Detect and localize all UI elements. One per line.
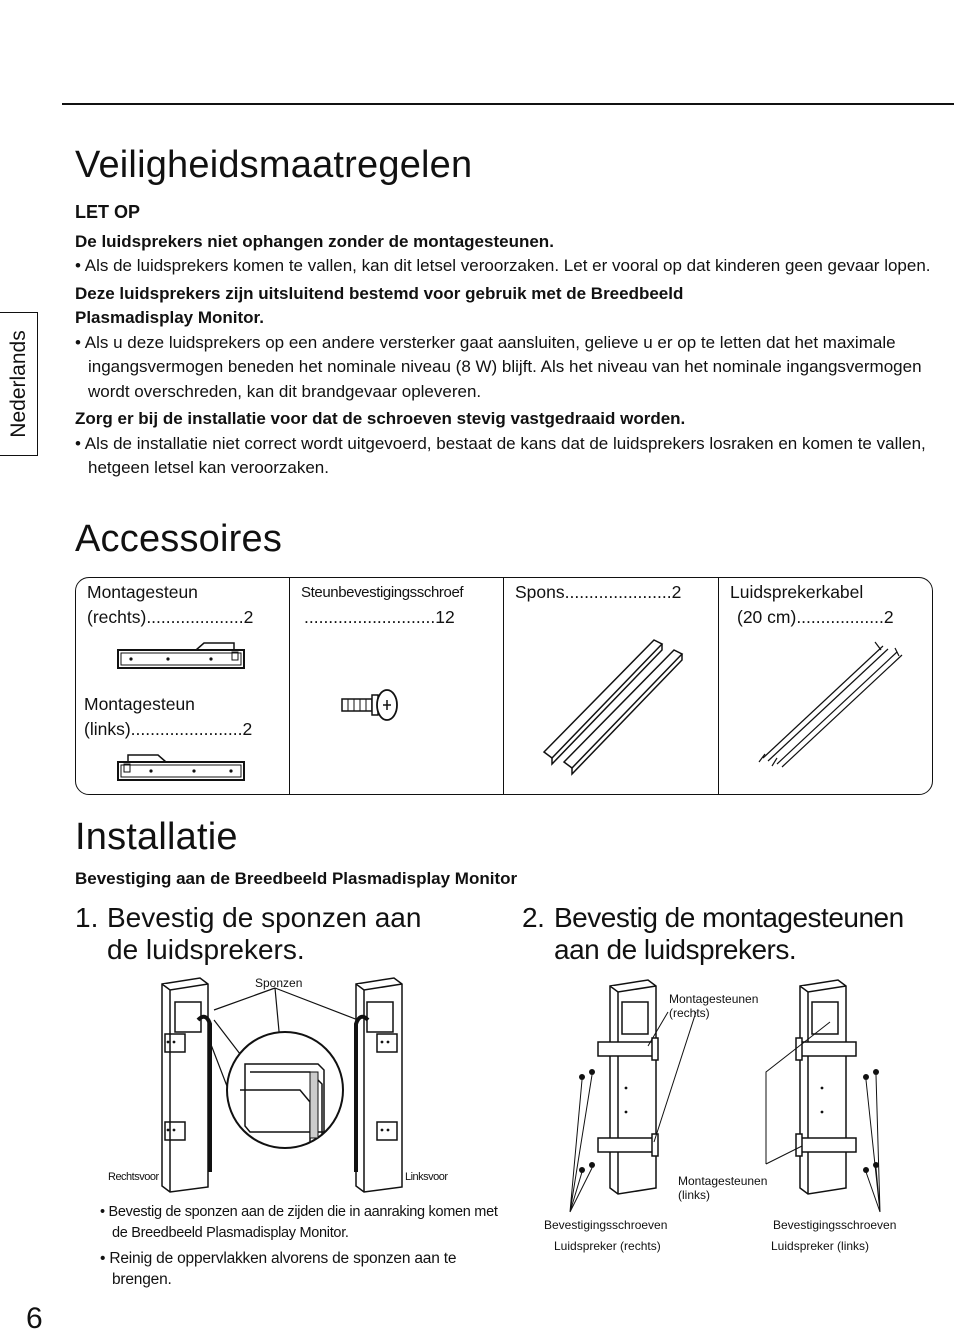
accessories-heading: Accessoires xyxy=(75,518,283,560)
note-1: • Bevestig de sponzen aan de zijden die in aanraking komen met de Breedbeeld Plasmadisplay Monitor. xyxy=(100,1204,498,1241)
note-2: • Reinig de oppervlakken alvorens de sponzen aan te brengen. xyxy=(100,1250,457,1288)
sponge-attachment-figure xyxy=(110,972,470,1197)
screw-name: Steunbevestigingsschroef xyxy=(301,584,464,601)
sponge-icon xyxy=(534,634,694,774)
cable-icon xyxy=(755,640,905,770)
accessory-sponges xyxy=(503,578,718,794)
page-number: 6 xyxy=(26,1302,43,1335)
linksvoor-label: Linksvoor xyxy=(405,1171,448,1183)
rechtsvoor-label: Rechtsvoor xyxy=(108,1171,159,1183)
accessories-table xyxy=(75,577,933,795)
screw-line: ...........................12 xyxy=(304,607,455,627)
speaker-left-label: Luidspreker (links) xyxy=(771,1239,870,1253)
warning-1-body: • Als de luidsprekers komen te vallen, kan dit letsel veroorzaken. Let er vooral op dat kinderen geen gevaar lopen. xyxy=(75,256,931,275)
sponge-line: Spons......................2 xyxy=(515,582,682,602)
step-1-title: 1. Bevestig de sponzen aan de luidsprekers. xyxy=(75,902,422,965)
cable-line: (20 cm)..................2 xyxy=(737,607,894,627)
screws-left-label: Bevestigingsschroeven xyxy=(544,1218,668,1232)
sponzen-label: Sponzen xyxy=(255,976,303,990)
cable-name: Luidsprekerkabel xyxy=(730,582,864,602)
accessory-screws xyxy=(289,578,503,794)
language-tab-label: Nederlands xyxy=(6,330,30,438)
safety-section xyxy=(75,200,935,481)
accessory-brackets xyxy=(76,578,289,794)
mont-rechts-label: Montagesteunen (rechts) xyxy=(669,992,759,1020)
safety-heading: Veiligheidsmaatregelen xyxy=(75,144,473,186)
bracket-right-name: Montagesteun xyxy=(87,582,198,602)
installation-heading: Installatie xyxy=(75,816,238,858)
bracket-left-line: (links).......................2 xyxy=(84,719,253,739)
accessory-cables xyxy=(718,578,934,794)
screws-right-label: Bevestigingsschroeven xyxy=(773,1218,897,1232)
speaker-right-label: Luidspreker (rechts) xyxy=(554,1239,661,1253)
bracket-right-line: (rechts)....................2 xyxy=(87,607,254,627)
caution-label: LET OP xyxy=(75,202,141,222)
bracket-left-name: Montagesteun xyxy=(84,694,195,714)
screw-icon xyxy=(340,686,430,726)
warning-3-body: • Als de installatie niet correct wordt uitgevoerd, bestaat de kans dat de luidsprekers losraken en komen te vallen, hetgeen letsel kan veroorzaken. xyxy=(75,433,926,477)
bracket-left-icon xyxy=(116,754,246,784)
warning-2-title: Deze luidsprekers zijn uitsluitend bestemd voor gebruik met de Breedbeeld Plasmadisplay Monitor. xyxy=(75,283,684,327)
step-1-notes xyxy=(100,1202,500,1290)
warning-3-title: Zorg er bij de installatie voor dat de schroeven stevig vastgedraaid worden. xyxy=(75,409,686,428)
warning-1-title: De luidsprekers niet ophangen zonder de montagesteunen. xyxy=(75,231,554,251)
top-rule xyxy=(62,103,954,105)
mont-links-label: Montagesteunen (links) xyxy=(678,1174,768,1202)
language-side-tab xyxy=(0,312,38,456)
step-2-title: 2. Bevestig de montagesteunen aan de luidsprekers. xyxy=(522,902,904,965)
warning-2-body: • Als u deze luidsprekers op een andere versterker gaat aansluiten, gelieve u er op te letten dat het maximale ingangsvermogen beneden het nominale niveau (8 W) blijft. Als het niveau van het nominale ingangsvermogen wordt overschreden, kan dit brandgevaar opleveren. xyxy=(75,332,922,401)
installation-subheading: Bevestiging aan de Breedbeeld Plasmadisplay Monitor xyxy=(75,869,518,888)
bracket-right-icon xyxy=(116,642,246,672)
